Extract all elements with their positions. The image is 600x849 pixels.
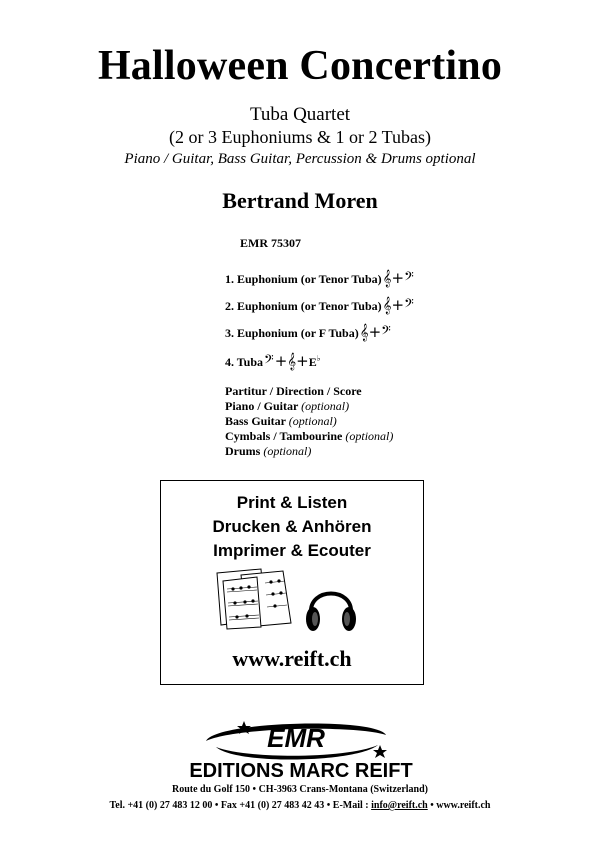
clef-icon: 𝄞+𝄢 bbox=[382, 296, 414, 314]
part-label: 1. Euphonium (or Tenor Tuba) bbox=[225, 272, 382, 286]
part-label: 4. Tuba bbox=[225, 355, 264, 369]
treble-clef-icon: +𝄞+ bbox=[274, 352, 309, 370]
scores-list bbox=[225, 384, 393, 459]
emr-logo bbox=[156, 713, 446, 781]
part-item bbox=[225, 270, 414, 297]
part-label: 3. Euphonium (or F Tuba) bbox=[225, 326, 359, 340]
email-link[interactable]: info@reift.ch bbox=[371, 800, 428, 811]
composer-name: Bertrand Moren bbox=[222, 188, 378, 213]
score-item: Cymbals / Tambourine (optional) bbox=[225, 429, 394, 443]
print-listen-box bbox=[160, 480, 424, 685]
publisher-address: Route du Golf 150 • CH-3963 Crans-Montana (Switzerland) bbox=[172, 784, 428, 795]
page-title: Halloween Concertino bbox=[97, 43, 503, 89]
ensemble-subtitle: Tuba Quartet bbox=[249, 104, 351, 125]
score-item: Bass Guitar (optional) bbox=[225, 414, 337, 428]
part-item bbox=[225, 324, 414, 351]
part-item bbox=[225, 297, 414, 324]
publisher-contact: Tel. +41 (0) 27 483 12 00 • Fax +41 (0) 27 483 42 43 • E-Mail : info@reift.ch • www.reift.ch bbox=[109, 800, 491, 811]
website-link[interactable]: www.reift.ch bbox=[232, 646, 352, 671]
catalog-number: EMR 75307 bbox=[240, 236, 301, 250]
parts-list bbox=[225, 270, 414, 378]
clef-icon: 𝄞+𝄢 bbox=[359, 323, 391, 341]
optional-instruments-line: Piano / Guitar, Bass Guitar, Percussion & Drums optional bbox=[124, 151, 476, 167]
part-label: 2. Euphonium (or Tenor Tuba) bbox=[225, 299, 382, 313]
score-item: Drums (optional) bbox=[225, 444, 312, 458]
clef-icon: 𝄞+𝄢 bbox=[382, 269, 414, 287]
instrumentation-line: (2 or 3 Euphoniums & 1 or 2 Tubas) bbox=[168, 127, 431, 147]
part-item bbox=[225, 351, 414, 378]
publisher-name: EDITIONS MARC REIFT bbox=[189, 760, 413, 781]
promo-line-fr: Imprimer & Ecouter bbox=[213, 541, 371, 560]
promo-line-de: Drucken & Anhören bbox=[212, 517, 372, 536]
score-item: Partitur / Direction / Score bbox=[225, 384, 362, 398]
flat-icon: ♭ bbox=[316, 354, 321, 363]
key-label: E bbox=[308, 355, 317, 369]
promo-line-en: Print & Listen bbox=[236, 493, 348, 512]
sheet-music-icon bbox=[209, 567, 299, 631]
bass-clef-icon: 𝄢 bbox=[264, 352, 274, 370]
headphones-icon bbox=[301, 577, 361, 635]
score-item: Piano / Guitar (optional) bbox=[225, 399, 350, 413]
emr-logo-text: EMR bbox=[267, 723, 325, 753]
